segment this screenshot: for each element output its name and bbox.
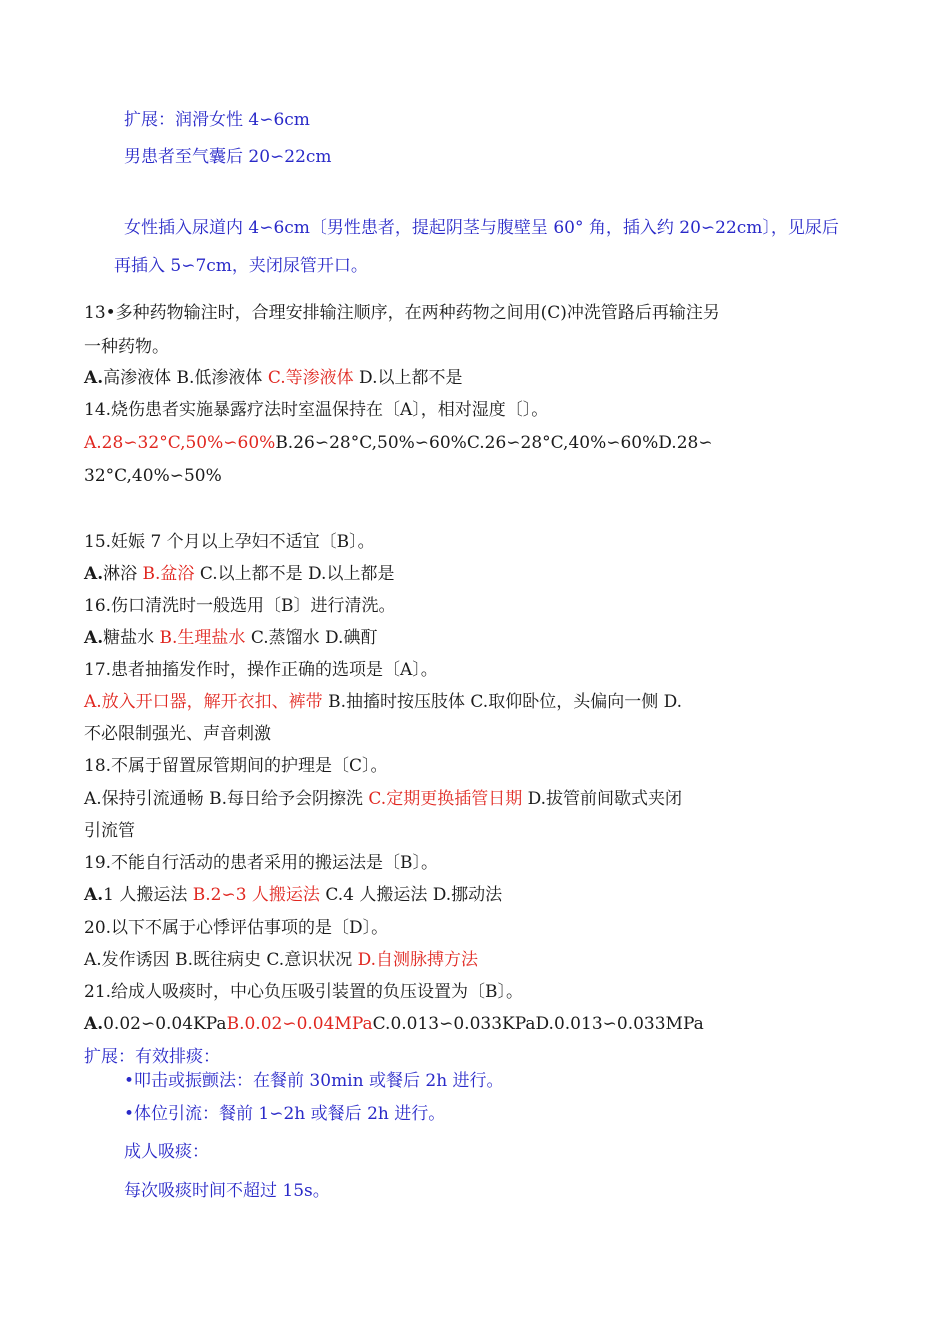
question-15-options xyxy=(84,563,394,585)
text-segment: C.以上都不是 D.以上都是 xyxy=(194,564,395,584)
question-20-options xyxy=(84,949,478,971)
question-13-options xyxy=(84,367,462,389)
text-segment: C.0.013∽0.033KPaD.0.013∽0.033MPa xyxy=(372,1014,704,1034)
text-segment: A. xyxy=(84,564,104,584)
text-segment: 引流管 xyxy=(84,821,135,841)
text-segment: •体位引流：餐前 1∽2h 或餐后 2h 进行。 xyxy=(124,1104,446,1124)
text-segment: C.等渗液体 xyxy=(267,368,354,388)
extension-postural-drainage-line xyxy=(124,1103,445,1125)
question-13-cont xyxy=(84,336,169,358)
text-segment: 32°C,40%∽50% xyxy=(84,466,222,486)
text-segment: 成人吸痰： xyxy=(124,1142,209,1162)
text-segment: B.盆浴 xyxy=(142,564,195,584)
text-segment: B.生理盐水 xyxy=(159,628,246,648)
extension-adult-suction-heading xyxy=(124,1141,209,1163)
text-segment: A. xyxy=(84,1014,104,1034)
text-segment: 扩展：润滑女性 4∽6cm xyxy=(124,110,310,130)
text-segment: 0.02∽0.04KPa xyxy=(103,1014,227,1034)
extension-female-insert-line xyxy=(124,217,839,239)
text-segment: 高渗液体 B.低渗液体 xyxy=(103,368,268,388)
text-segment: 糖盐水 xyxy=(103,628,160,648)
text-segment: A. xyxy=(84,628,104,648)
text-segment: 淋浴 xyxy=(103,564,143,584)
question-18 xyxy=(84,755,388,777)
text-segment: 1 人搬运法 xyxy=(103,885,193,905)
text-segment: D.自测脉搏方法 xyxy=(357,950,479,970)
text-segment: 女性插入尿道内 4∽6cm〔男性患者，提起阴茎与腹壁呈 60° 角，插入约 20∽22cm〕，见尿后 xyxy=(124,218,839,238)
question-19-options xyxy=(84,884,502,906)
text-segment: B.抽搐时按压肢体 C.取仰卧位，头偏向一侧 D. xyxy=(322,692,683,712)
question-17 xyxy=(84,659,438,681)
question-14-options xyxy=(84,432,713,454)
text-segment: D.以上都不是 xyxy=(353,368,463,388)
text-segment: C.4 人搬运法 D.挪动法 xyxy=(319,885,503,905)
question-17-options xyxy=(84,691,682,713)
extension-percussion-line xyxy=(124,1070,504,1092)
text-segment: •叩击或振颤法：在餐前 30min 或餐后 2h 进行。 xyxy=(124,1071,504,1091)
text-segment: 扩展：有效排痰： xyxy=(84,1047,220,1067)
text-segment: C.蒸馏水 D.碘酊 xyxy=(245,628,378,648)
text-segment: B.2∽3 人搬运法 xyxy=(192,885,320,905)
text-segment: B.26∽28°C,50%∽60%C.26∽28°C,40%∽60%D.28∽ xyxy=(275,433,713,453)
question-13 xyxy=(84,302,720,324)
text-segment: 一种药物。 xyxy=(84,337,169,357)
text-segment: 18.不属于留置尿管期间的护理是〔C〕。 xyxy=(84,756,388,776)
question-17-options-cont xyxy=(84,723,271,745)
text-segment: C.定期更换插管日期 xyxy=(368,789,523,809)
text-segment: 不必限制强光、声音刺激 xyxy=(84,724,271,744)
extension-lubrication-line xyxy=(124,109,310,131)
question-16-options xyxy=(84,627,377,649)
text-segment: A.发作诱因 B.既往病史 C.意识状况 xyxy=(84,950,358,970)
text-segment: 14.烧伤患者实施暴露疗法时室温保持在〔A〕，相对湿度〔〕。 xyxy=(84,400,549,420)
text-segment: B.0.02∽0.04MPa xyxy=(226,1014,373,1034)
question-18-options-cont xyxy=(84,820,135,842)
text-segment: 13•多种药物输注时，合理安排输注顺序，在两种药物之间用(C)冲洗管路后再输注另 xyxy=(84,303,720,323)
text-segment: A. xyxy=(84,885,104,905)
extension-male-line xyxy=(124,146,332,168)
extension-reinsert-line xyxy=(114,255,368,277)
text-segment: 每次吸痰时间不超过 15s。 xyxy=(124,1181,330,1201)
text-segment: A. xyxy=(84,368,104,388)
question-19 xyxy=(84,852,438,874)
text-segment: 16.伤口清洗时一般选用〔B〕进行清洗。 xyxy=(84,596,396,616)
text-segment: 19.不能自行活动的患者采用的搬运法是〔B〕。 xyxy=(84,853,439,873)
text-segment: 17.患者抽搐发作时，操作正确的选项是〔A〕。 xyxy=(84,660,438,680)
text-segment: A.放入开口器，解开衣扣、裤带 xyxy=(84,692,323,712)
extension-sputum-heading xyxy=(84,1046,220,1068)
question-20 xyxy=(84,917,388,939)
question-16 xyxy=(84,595,396,617)
text-segment: 再插入 5∽7cm，夹闭尿管开口。 xyxy=(114,256,368,276)
question-15 xyxy=(84,531,375,553)
question-21-options xyxy=(84,1013,704,1035)
text-segment: 21.给成人吸痰时，中心负压吸引装置的负压设置为〔B〕。 xyxy=(84,982,524,1002)
text-segment: A.28∽32°C,50%∽60% xyxy=(84,433,276,453)
text-segment: 15.妊娠 7 个月以上孕妇不适宜〔B〕。 xyxy=(84,532,375,552)
question-21 xyxy=(84,981,523,1003)
extension-suction-time-line xyxy=(124,1180,330,1202)
text-segment: D.拔管前间歇式夹闭 xyxy=(522,789,683,809)
question-14 xyxy=(84,399,548,421)
text-segment: 男患者至气囊后 20∽22cm xyxy=(124,147,332,167)
text-segment: 20.以下不属于心悸评估事项的是〔D〕。 xyxy=(84,918,389,938)
question-14-options-cont xyxy=(84,465,222,487)
question-18-options xyxy=(84,788,682,810)
text-segment: A.保持引流通畅 B.每日给予会阴擦洗 xyxy=(84,789,369,809)
